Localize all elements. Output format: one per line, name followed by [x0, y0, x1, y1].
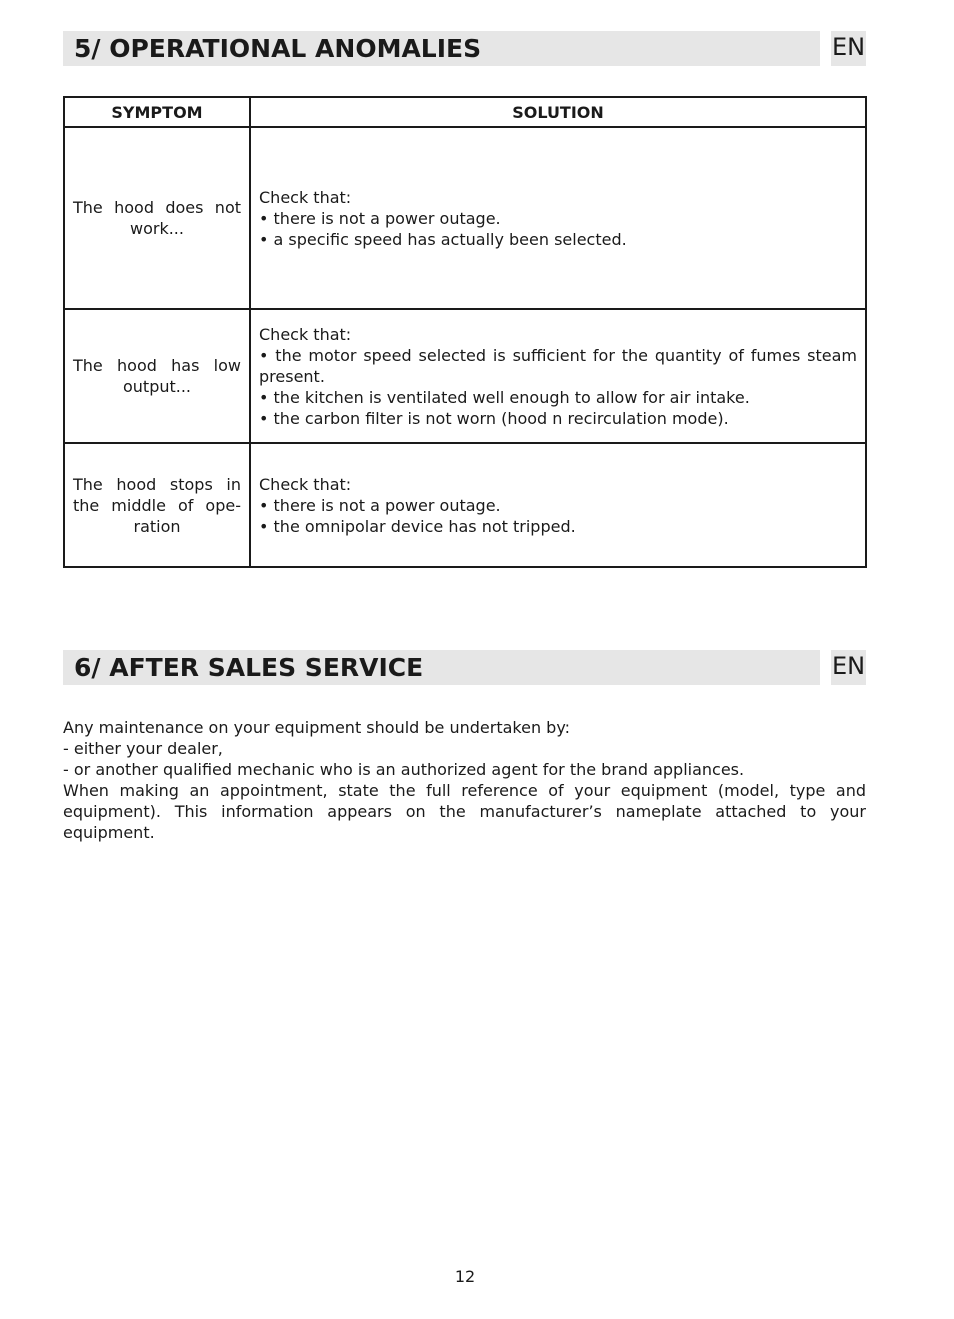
anomalies-table	[63, 96, 867, 568]
solution-line: Check that:	[259, 187, 352, 207]
solution-line: • there is not a power outage.	[259, 495, 501, 515]
page-number: 12	[454, 1267, 476, 1286]
solution-line: • there is not a power outage.	[259, 208, 501, 228]
symptom-cell: The hood has low output...	[64, 309, 250, 443]
solution-line: Check that:	[259, 474, 352, 494]
section-5-title: 5/ OPERATIONAL ANOMALIES	[74, 34, 482, 63]
section-6-header	[63, 650, 866, 685]
symptom-cell: The hood stops in the middle of ope-ration	[64, 443, 250, 567]
solution-line: Check that:	[259, 324, 352, 344]
solution-cell	[250, 309, 866, 443]
section-5-title-bar	[63, 31, 820, 66]
section-5-language-badge: EN	[831, 31, 866, 66]
solution-line: • the carbon filter is not worn (hood n recirculation mode).	[259, 408, 729, 428]
service-paragraph-line: - either your dealer,	[63, 739, 223, 758]
after-sales-service-text	[63, 717, 866, 843]
solution-cell	[250, 127, 866, 309]
table-header-row	[64, 97, 866, 127]
section-6-title: 6/ AFTER SALES SERVICE	[74, 653, 424, 682]
service-paragraph-line: When making an appointment, state the full reference of your equipment (model, type and equipment). This information appears on the manufacturer’s nameplate attached to your equipment.	[63, 781, 866, 842]
section-6-language-badge: EN	[831, 650, 866, 685]
table-row	[64, 127, 866, 309]
service-paragraph-line: Any maintenance on your equipment should be undertaken by:	[63, 718, 571, 737]
table-row	[64, 309, 866, 443]
solution-line: • the omnipolar device has not tripped.	[259, 516, 576, 536]
service-paragraph-line: - or another qualified mechanic who is an authorized agent for the brand appliances.	[63, 760, 745, 779]
solution-line: • the kitchen is ventilated well enough to allow for air intake.	[259, 387, 750, 407]
symptom-cell: The hood does not work...	[64, 127, 250, 309]
solution-line: • a specific speed has actually been selected.	[259, 229, 627, 249]
section-6-title-bar	[63, 650, 820, 685]
table-row	[64, 443, 866, 567]
symptom-column-header: SYMPTOM	[64, 97, 250, 127]
solution-line: • the motor speed selected is sufficient for the quantity of fumes steam present.	[259, 345, 857, 386]
section-5-header	[63, 31, 866, 66]
solution-cell	[250, 443, 866, 567]
solution-column-header: SOLUTION	[250, 97, 866, 127]
